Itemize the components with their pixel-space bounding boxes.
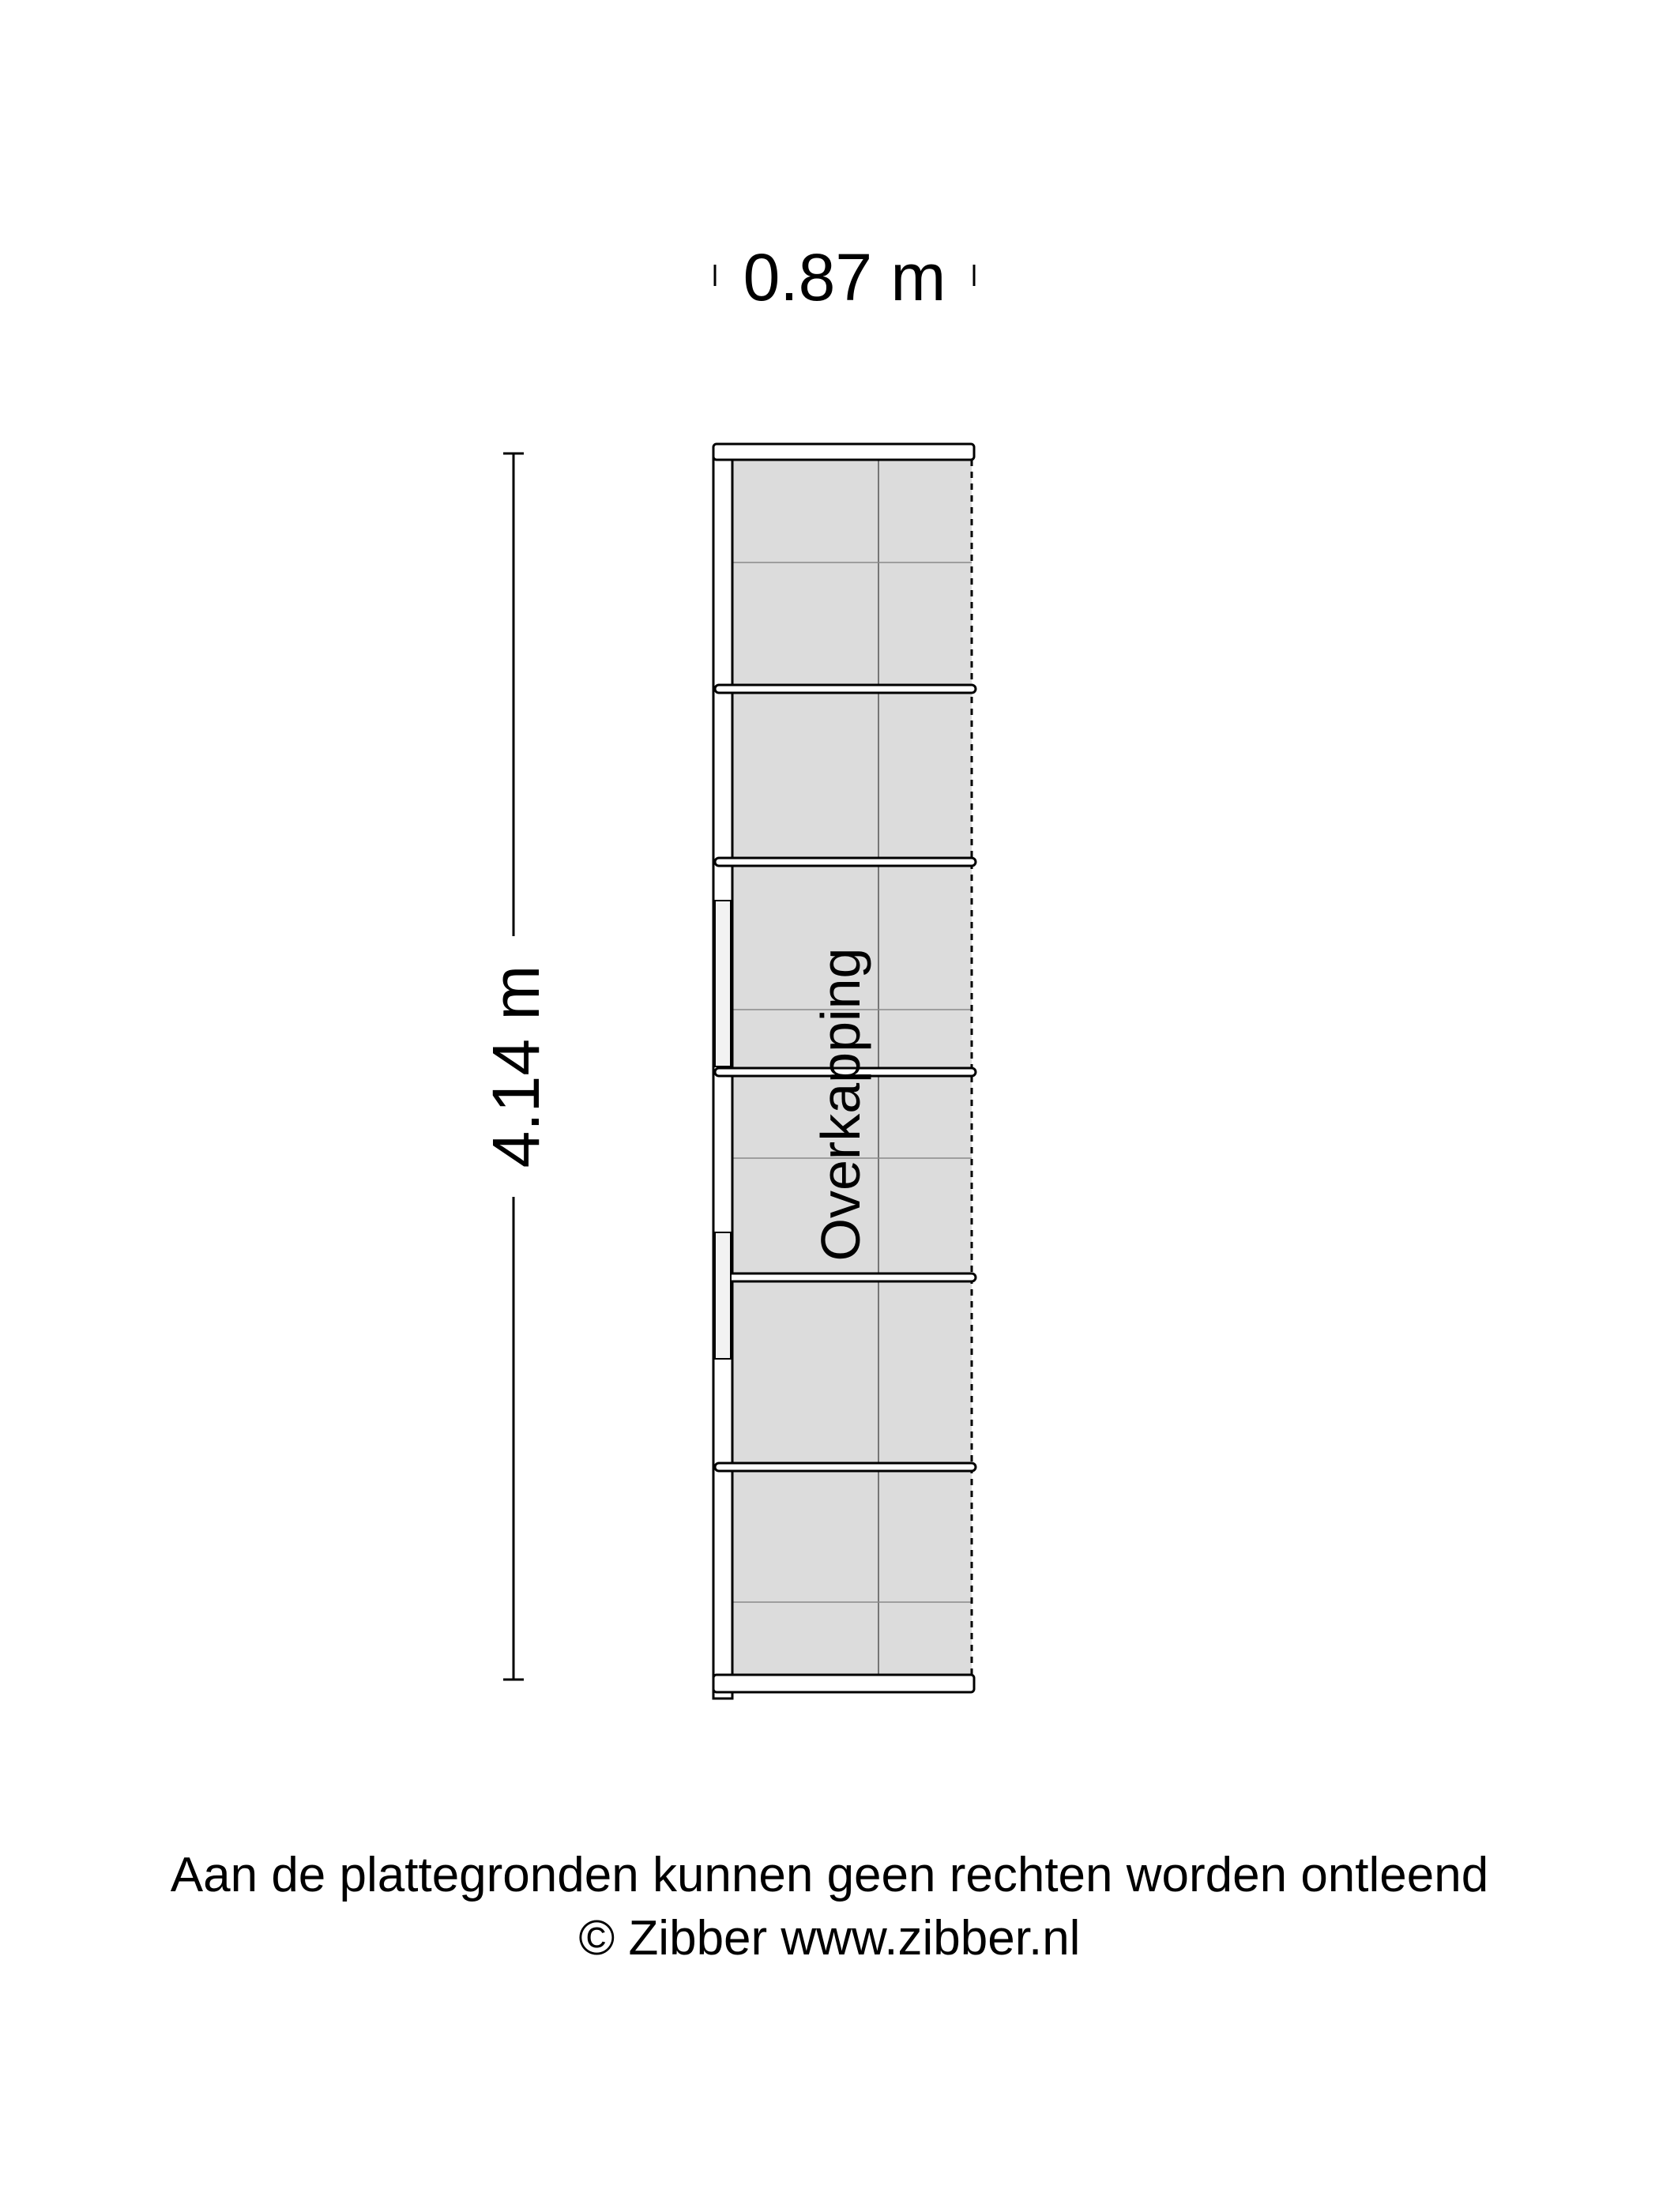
top-wall <box>713 444 974 460</box>
length-dim-label: 4.14 m <box>479 965 553 1168</box>
roof-beam <box>715 685 976 693</box>
roof-beam <box>715 858 976 866</box>
width-dimension <box>715 240 974 314</box>
footer-copyright: © Zibber www.zibber.nl <box>578 1911 1081 1966</box>
wall-detail <box>715 1232 731 1359</box>
length-dimension <box>479 453 553 1680</box>
roof-beam <box>715 1463 976 1471</box>
bottom-wall <box>713 1675 974 1692</box>
width-dim-label: 0.87 m <box>743 240 946 314</box>
room-label: Overkapping <box>810 947 871 1262</box>
room-overkapping <box>713 444 976 1698</box>
wall-detail <box>715 901 731 1066</box>
roof-beam <box>715 1273 976 1281</box>
footer-disclaimer: Aan de plattegronden kunnen geen rechten worden ontleend <box>170 1848 1489 1902</box>
